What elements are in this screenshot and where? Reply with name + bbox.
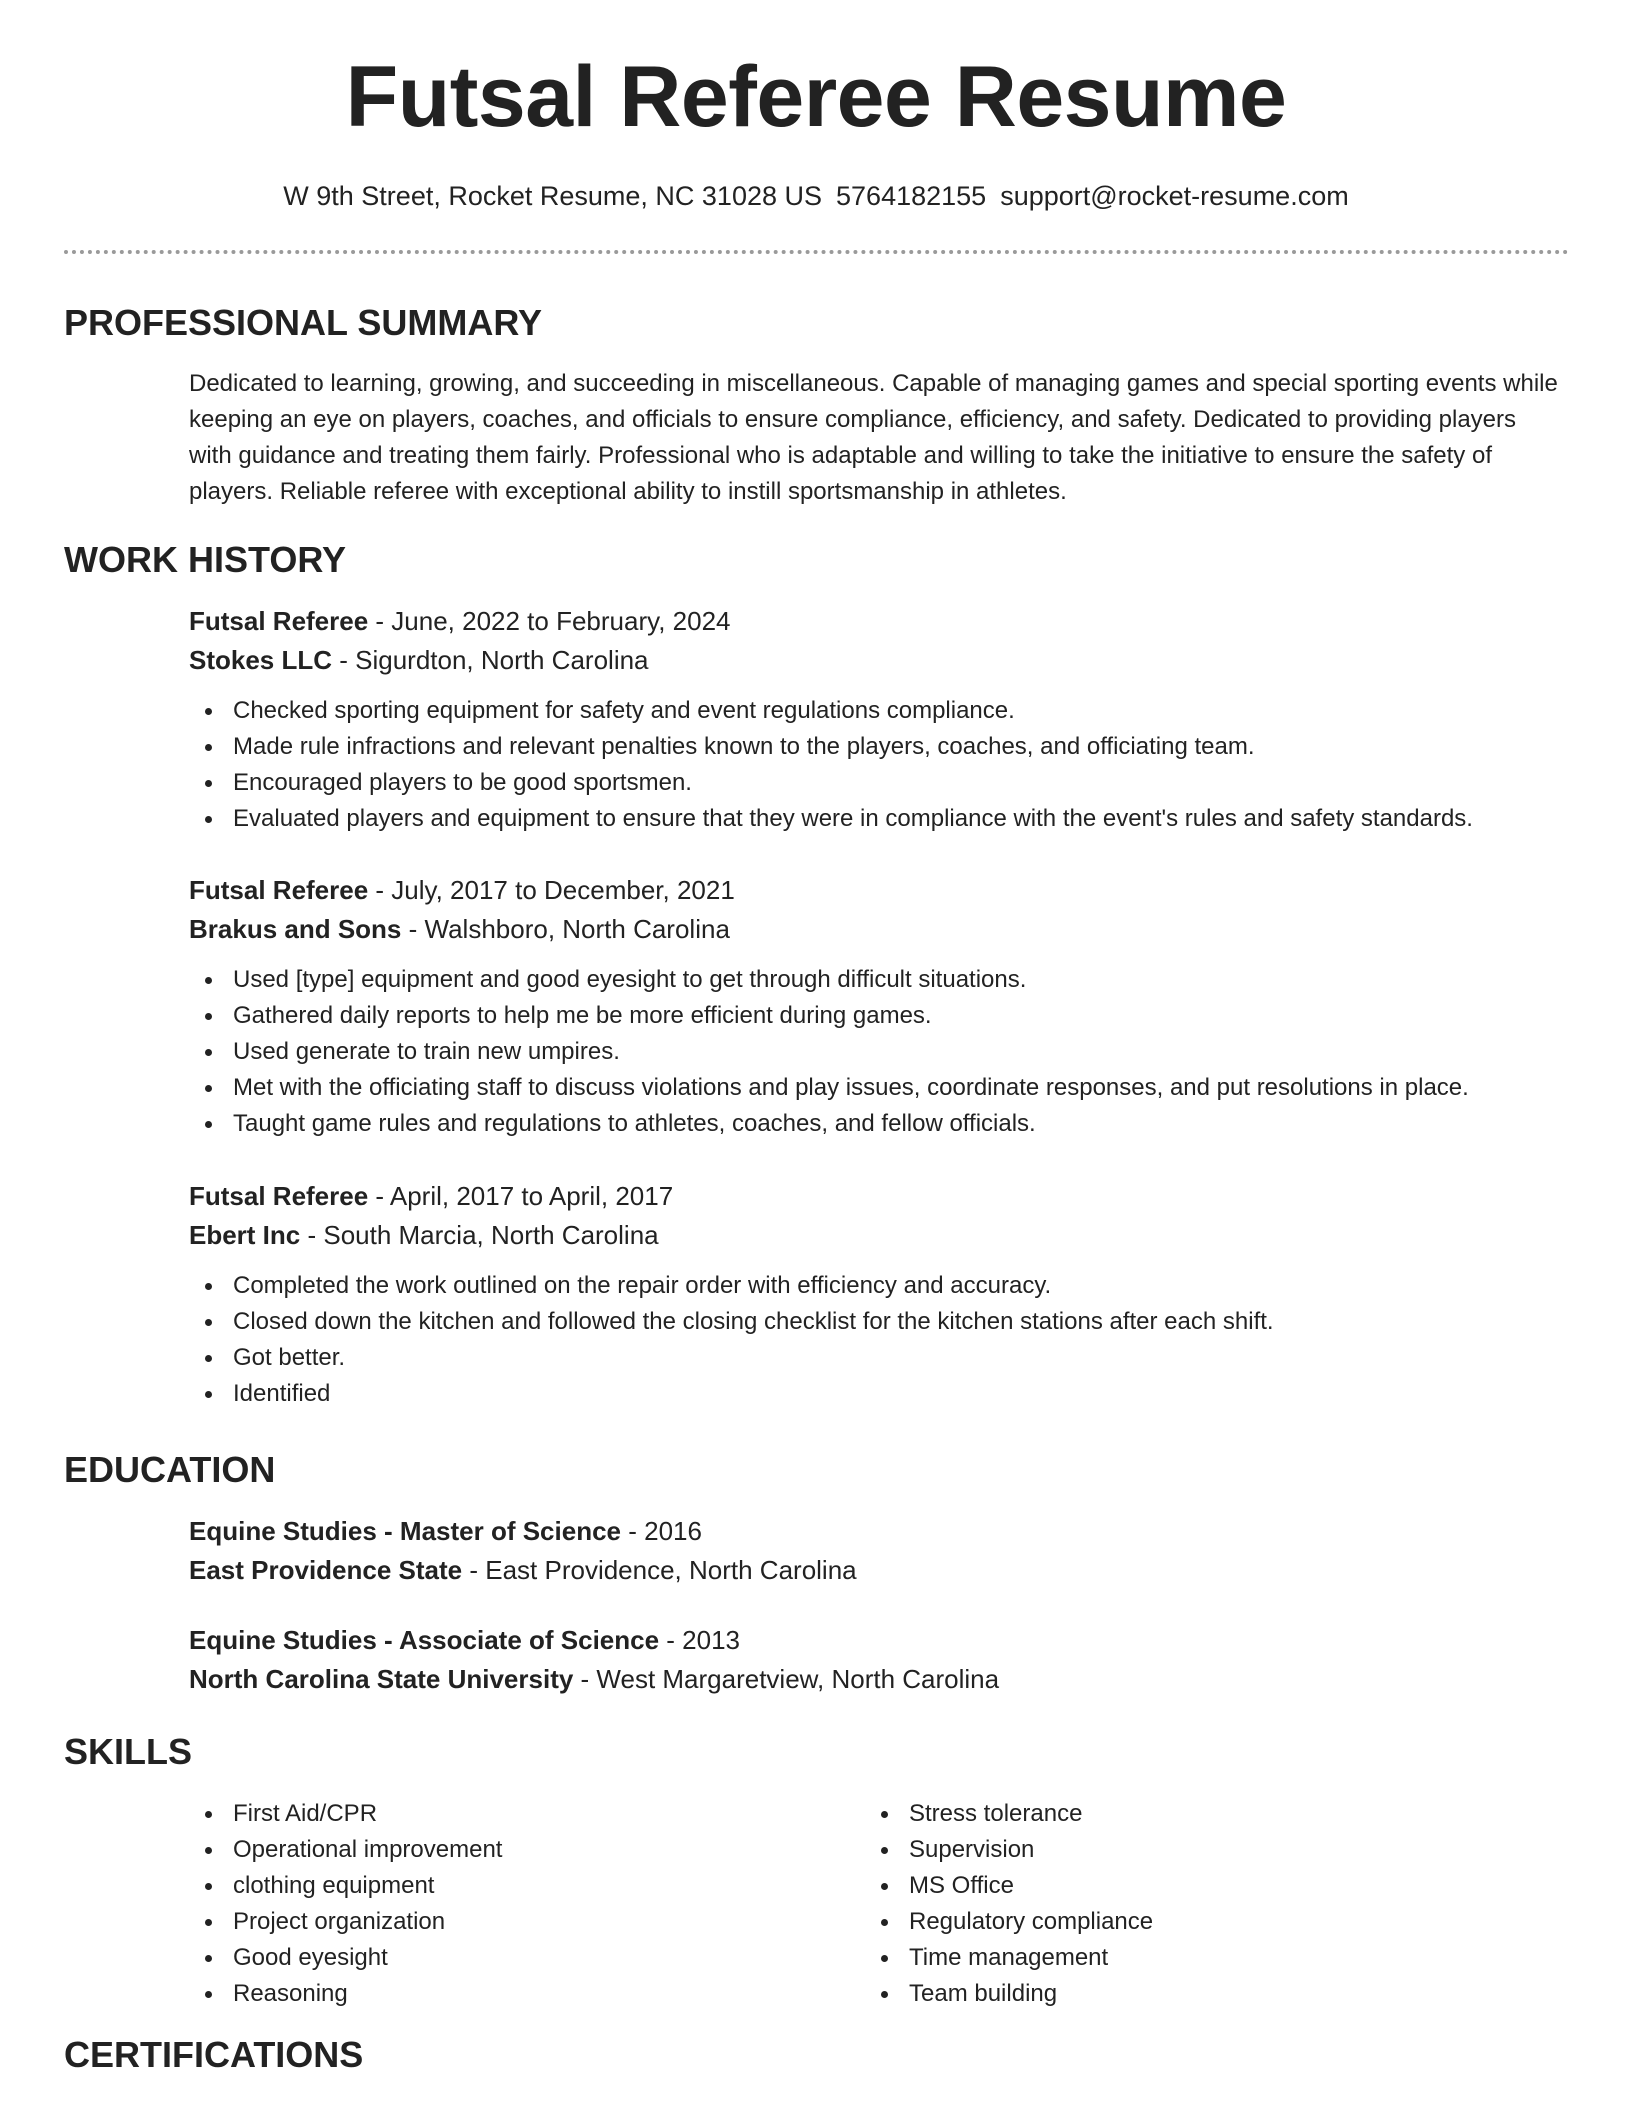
skill-item: Time management bbox=[865, 1940, 1485, 1976]
skill-item: Regulatory compliance bbox=[865, 1904, 1485, 1940]
list-item: Made rule infractions and relevant penalties known to the players, coaches, and officiating team. bbox=[189, 729, 1589, 765]
list-item: Closed down the kitchen and followed the closing checklist for the kitchen stations after each shift. bbox=[189, 1304, 1589, 1340]
list-item: Evaluated players and equipment to ensure that they were in compliance with the event's rules and safety standards. bbox=[189, 801, 1589, 837]
education-heading: EDUCATION bbox=[64, 1449, 276, 1490]
list-item: Met with the officiating staff to discuss violations and play issues, coordinate responses, and put resolutions in place. bbox=[189, 1070, 1589, 1106]
education-school-line bbox=[189, 1555, 857, 1586]
job-location: - South Marcia, North Carolina bbox=[300, 1220, 659, 1250]
skill-item: clothing equipment bbox=[189, 1868, 809, 1904]
job-title-line bbox=[189, 875, 735, 906]
education-location: - East Providence, North Carolina bbox=[462, 1555, 857, 1585]
job-company-line bbox=[189, 645, 649, 676]
resume-title: Futsal Referee Resume bbox=[345, 49, 1287, 145]
job-title-line bbox=[189, 606, 731, 637]
contact-address: W 9th Street, Rocket Resume, NC 31028 US bbox=[283, 181, 823, 211]
list-item: Completed the work outlined on the repair order with efficiency and accuracy. bbox=[189, 1268, 1589, 1304]
skill-item: Reasoning bbox=[189, 1976, 809, 2012]
job-company-line bbox=[189, 914, 730, 945]
education-school: East Providence State bbox=[189, 1555, 463, 1585]
certifications-heading: CERTIFICATIONS bbox=[64, 2034, 364, 2075]
skill-item: MS Office bbox=[865, 1868, 1485, 1904]
summary-text: Dedicated to learning, growing, and succeeding in miscellaneous. Capable of managing games and special sporting events while keeping an eye on players, coaches, and officials to ensure compliance, efficiency, and safety. Dedicated to providing players with guidance and treating them fairly. Professional who is adaptable and willing to take the initiative to ensure the safety of players. Reliable referee with exceptional ability to instill sportsmanship in athletes. bbox=[189, 370, 1558, 505]
education-school: North Carolina State University bbox=[189, 1664, 574, 1694]
job-location: - Sigurdton, North Carolina bbox=[332, 645, 649, 675]
skill-item: Stress tolerance bbox=[865, 1796, 1485, 1832]
skill-item: Good eyesight bbox=[189, 1940, 809, 1976]
skill-item: Supervision bbox=[865, 1832, 1485, 1868]
education-degree: Equine Studies - Master of Science bbox=[189, 1516, 621, 1546]
list-item: Taught game rules and regulations to athletes, coaches, and fellow officials. bbox=[189, 1106, 1589, 1142]
job-company: Brakus and Sons bbox=[189, 914, 402, 944]
education-degree: Equine Studies - Associate of Science bbox=[189, 1625, 660, 1655]
contact-info bbox=[0, 180, 1632, 212]
job-company-line bbox=[189, 1220, 659, 1251]
job-dates: - July, 2017 to December, 2021 bbox=[368, 875, 735, 905]
list-item: Used generate to train new umpires. bbox=[189, 1034, 1589, 1070]
list-item: Used [type] equipment and good eyesight to get through difficult situations. bbox=[189, 962, 1589, 998]
job-dates: - April, 2017 to April, 2017 bbox=[368, 1181, 674, 1211]
job-location: - Walshboro, North Carolina bbox=[401, 914, 730, 944]
job-title-line bbox=[189, 1181, 673, 1212]
job-title: Futsal Referee bbox=[189, 606, 369, 636]
education-school-line bbox=[189, 1664, 999, 1695]
education-location: - West Margaretview, North Carolina bbox=[573, 1664, 1000, 1694]
list-item: Checked sporting equipment for safety and event regulations compliance. bbox=[189, 693, 1589, 729]
contact-email: support@rocket-resume.com bbox=[1000, 181, 1349, 211]
education-degree-line bbox=[189, 1625, 740, 1656]
job-dates: - June, 2022 to February, 2024 bbox=[368, 606, 731, 636]
job-duties-list bbox=[189, 693, 1589, 837]
contact-phone: 5764182155 bbox=[836, 181, 987, 211]
job-duties-list bbox=[189, 962, 1589, 1142]
skills-list-right bbox=[865, 1796, 1485, 2012]
job-duties-list bbox=[189, 1268, 1589, 1412]
summary-heading: PROFESSIONAL SUMMARY bbox=[64, 302, 543, 343]
job-title: Futsal Referee bbox=[189, 875, 369, 905]
list-item: Identified bbox=[189, 1376, 1589, 1412]
skill-item: Team building bbox=[865, 1976, 1485, 2012]
skill-item: Operational improvement bbox=[189, 1832, 809, 1868]
list-item: Got better. bbox=[189, 1340, 1589, 1376]
education-year: - 2013 bbox=[659, 1625, 741, 1655]
skills-heading: SKILLS bbox=[64, 1731, 193, 1772]
job-company: Stokes LLC bbox=[189, 645, 333, 675]
job-title: Futsal Referee bbox=[189, 1181, 369, 1211]
education-degree-line bbox=[189, 1516, 702, 1547]
skill-item: Project organization bbox=[189, 1904, 809, 1940]
list-item: Encouraged players to be good sportsmen. bbox=[189, 765, 1589, 801]
skill-item: First Aid/CPR bbox=[189, 1796, 809, 1832]
skills-list-left bbox=[189, 1796, 809, 2012]
work-history-heading: WORK HISTORY bbox=[64, 539, 347, 580]
header-divider bbox=[64, 250, 1569, 254]
job-company: Ebert Inc bbox=[189, 1220, 301, 1250]
education-year: - 2016 bbox=[621, 1516, 702, 1546]
list-item: Gathered daily reports to help me be more efficient during games. bbox=[189, 998, 1589, 1034]
